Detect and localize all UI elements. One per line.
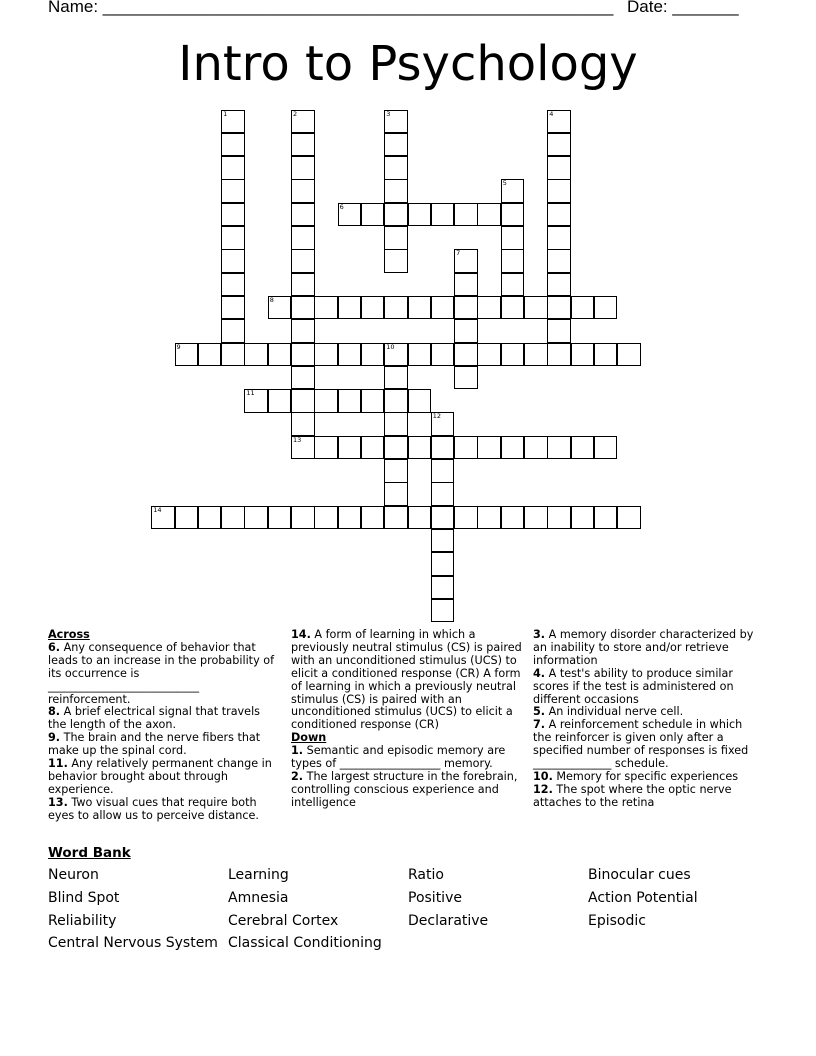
crossword-cell[interactable] <box>221 179 245 203</box>
clue-number-label: 5 <box>502 179 507 188</box>
crossword-cell[interactable] <box>454 436 478 460</box>
crossword-cell[interactable] <box>454 366 478 390</box>
clue-number-label: 14 <box>153 505 162 514</box>
clue-number: 2. <box>291 769 304 783</box>
crossword-cell[interactable] <box>291 412 315 436</box>
clue-number: 13. <box>48 795 68 809</box>
crossword-cell[interactable] <box>268 389 292 413</box>
crossword-cell[interactable] <box>384 110 408 134</box>
crossword-cell[interactable] <box>151 506 175 530</box>
clue-number-label: 4 <box>549 109 554 118</box>
clue-text: A test's ability to produce similar scores if the test is administered on different occasions <box>533 666 734 706</box>
word-bank-item: Ratio <box>408 867 444 883</box>
crossword-cell[interactable] <box>501 273 525 297</box>
down-heading: Down <box>291 731 327 745</box>
crossword-cell[interactable] <box>524 506 548 530</box>
crossword-cell[interactable] <box>571 436 595 460</box>
word-bank-item: Amnesia <box>228 890 289 906</box>
crossword-cell[interactable] <box>291 203 315 227</box>
crossword-cell[interactable] <box>454 506 478 530</box>
clue-number: 11. <box>48 757 68 771</box>
crossword-cell[interactable] <box>524 436 548 460</box>
crossword-cell[interactable] <box>361 436 385 460</box>
crossword-cell[interactable] <box>384 412 408 436</box>
clue-number: 4. <box>533 666 546 680</box>
crossword-cell[interactable] <box>291 156 315 180</box>
crossword-cell[interactable] <box>431 529 455 553</box>
clue-number: 5. <box>533 705 546 719</box>
crossword-cell[interactable] <box>547 179 571 203</box>
clue-text: Any consequence of behavior that leads to an increase in the probability of its occurrence is ___________________________ reinforcement. <box>48 640 275 706</box>
clues-column-2 <box>291 629 523 810</box>
crossword-cell[interactable] <box>361 389 385 413</box>
clue-across-13 <box>48 797 280 823</box>
crossword-cell[interactable] <box>268 343 292 367</box>
crossword-cell[interactable] <box>384 296 408 320</box>
crossword-cell[interactable] <box>221 226 245 250</box>
clue-number: 7. <box>533 718 546 732</box>
crossword-cell[interactable] <box>431 576 455 600</box>
crossword-cell[interactable] <box>547 506 571 530</box>
crossword-cell[interactable] <box>175 506 199 530</box>
clue-text: Two visual cues that require both eyes to allow us to perceive distance. <box>48 795 259 822</box>
crossword-cell[interactable] <box>501 296 525 320</box>
crossword-cell[interactable] <box>571 343 595 367</box>
crossword-cell[interactable] <box>501 249 525 273</box>
crossword-cell[interactable] <box>384 133 408 157</box>
crossword-cell[interactable] <box>221 249 245 273</box>
crossword-cell[interactable] <box>221 296 245 320</box>
crossword-cell[interactable] <box>454 343 478 367</box>
crossword-cell[interactable] <box>431 296 455 320</box>
crossword-cell[interactable] <box>477 296 501 320</box>
clue-across-6 <box>48 642 280 707</box>
crossword-cell[interactable] <box>547 226 571 250</box>
crossword-cell[interactable] <box>408 296 432 320</box>
crossword-cell[interactable] <box>314 343 338 367</box>
clue-number-label: 9 <box>176 342 181 351</box>
crossword-cell[interactable] <box>384 203 408 227</box>
clue-down-12 <box>533 784 759 810</box>
word-bank-item: Positive <box>408 890 462 906</box>
crossword-cell[interactable] <box>547 273 571 297</box>
crossword-cell[interactable] <box>291 366 315 390</box>
crossword-cell[interactable] <box>571 296 595 320</box>
clue-number: 9. <box>48 731 61 745</box>
crossword-cell[interactable] <box>594 506 618 530</box>
crossword-cell[interactable] <box>291 506 315 530</box>
crossword-cell[interactable] <box>338 436 362 460</box>
clues-column-3 <box>533 629 759 810</box>
clue-text: A brief electrical signal that travels the length of the axon. <box>48 705 261 732</box>
crossword-cell[interactable] <box>547 203 571 227</box>
clue-number-label: 11 <box>246 389 255 398</box>
crossword-cell[interactable] <box>547 296 571 320</box>
crossword-cell[interactable] <box>221 156 245 180</box>
clue-text: A reinforcement schedule in which the reinforcer is given only after a specified number of responses is fixed ______________ schedule. <box>533 718 749 771</box>
crossword-cell[interactable] <box>431 506 455 530</box>
clue-number-label: 8 <box>269 295 274 304</box>
crossword-cell[interactable] <box>431 552 455 576</box>
word-bank-item: Cerebral Cortex <box>228 913 339 929</box>
clue-text: A form of learning in which a previously neutral stimulus (CS) is paired with an unconditioned stimulus (UCS) to elicit a conditioned response (CR) A form of learning in which a previously neutral stimulus (CS) is paired with an unconditioned stimulus (UCS) to elicit a conditioned response (CR) <box>291 628 522 732</box>
crossword-cell[interactable] <box>454 273 478 297</box>
crossword-cell[interactable] <box>314 296 338 320</box>
crossword-cell[interactable] <box>431 412 455 436</box>
clue-number: 12. <box>533 782 553 796</box>
clue-number-label: 1 <box>223 109 228 118</box>
crossword-cell[interactable] <box>384 506 408 530</box>
crossword-cell[interactable] <box>384 482 408 506</box>
clue-down-1 <box>291 745 523 771</box>
clue-number-label: 3 <box>386 109 391 118</box>
crossword-cell[interactable] <box>198 343 222 367</box>
clue-number-label: 2 <box>293 109 298 118</box>
crossword-cell[interactable] <box>221 203 245 227</box>
crossword-cell[interactable] <box>268 296 292 320</box>
name-field: Name: ______________________________________________________ <box>48 0 614 16</box>
crossword-cell[interactable] <box>501 436 525 460</box>
crossword-cell[interactable] <box>594 343 618 367</box>
crossword-cell[interactable] <box>384 366 408 390</box>
crossword-cell[interactable] <box>291 179 315 203</box>
clue-text: An individual nerve cell. <box>548 705 684 719</box>
crossword-cell[interactable] <box>454 249 478 273</box>
crossword-cell[interactable] <box>501 179 525 203</box>
crossword-cell[interactable] <box>501 226 525 250</box>
crossword-cell[interactable] <box>547 110 571 134</box>
word-bank-item: Reliability <box>48 913 117 929</box>
crossword-cell[interactable] <box>221 273 245 297</box>
crossword-cell[interactable] <box>291 273 315 297</box>
clue-across-14 <box>291 629 523 732</box>
crossword-cell[interactable] <box>431 599 455 623</box>
clue-text: The brain and the nerve fibers that make up the spinal cord. <box>48 731 261 758</box>
crossword-cell[interactable] <box>221 319 245 343</box>
word-bank-item: Classical Conditioning <box>228 935 382 951</box>
crossword-cell[interactable] <box>361 203 385 227</box>
crossword-cell[interactable] <box>547 319 571 343</box>
crossword-cell[interactable] <box>408 436 432 460</box>
crossword-cell[interactable] <box>477 203 501 227</box>
crossword-cell[interactable] <box>384 343 408 367</box>
crossword-cell[interactable] <box>384 156 408 180</box>
crossword-cell[interactable] <box>547 156 571 180</box>
word-bank-item: Binocular cues <box>588 867 691 883</box>
crossword-cell[interactable] <box>477 343 501 367</box>
crossword-cell[interactable] <box>547 343 571 367</box>
crossword-cell[interactable] <box>291 319 315 343</box>
clue-number: 8. <box>48 705 61 719</box>
crossword-cell[interactable] <box>314 436 338 460</box>
clue-number: 1. <box>291 744 304 758</box>
clues-column-1 <box>48 629 280 823</box>
crossword-cell[interactable] <box>431 203 455 227</box>
crossword-cell[interactable] <box>338 203 362 227</box>
crossword-cell[interactable] <box>431 459 455 483</box>
crossword-cell[interactable] <box>617 343 641 367</box>
crossword-cell[interactable] <box>291 343 315 367</box>
crossword-cell[interactable] <box>408 506 432 530</box>
clue-text: A memory disorder characterized by an inability to store and/or retrieve information <box>533 628 754 667</box>
word-bank-item: Action Potential <box>588 890 698 906</box>
crossword-cell[interactable] <box>617 506 641 530</box>
crossword-cell[interactable] <box>244 389 268 413</box>
word-bank-item: Learning <box>228 867 289 883</box>
crossword-cell[interactable] <box>338 389 362 413</box>
crossword-cell[interactable] <box>547 436 571 460</box>
crossword-cell[interactable] <box>384 226 408 250</box>
crossword-cell[interactable] <box>501 203 525 227</box>
crossword-cell[interactable] <box>454 203 478 227</box>
clue-number: 6. <box>48 640 61 654</box>
crossword-cell[interactable] <box>291 436 315 460</box>
crossword-cell[interactable] <box>291 296 315 320</box>
crossword-cell[interactable] <box>198 506 222 530</box>
crossword-cell[interactable] <box>221 506 245 530</box>
crossword-cell[interactable] <box>291 249 315 273</box>
clue-number-label: 12 <box>432 412 442 421</box>
crossword-cell[interactable] <box>384 389 408 413</box>
crossword-cell[interactable] <box>431 482 455 506</box>
crossword-cell[interactable] <box>314 506 338 530</box>
word-bank-item: Blind Spot <box>48 890 120 906</box>
crossword-cell[interactable] <box>361 506 385 530</box>
crossword-cell[interactable] <box>268 506 292 530</box>
crossword-cell[interactable] <box>314 389 338 413</box>
word-bank-item: Neuron <box>48 867 99 883</box>
clue-number-label: 10 <box>386 342 395 351</box>
crossword-cell[interactable] <box>431 343 455 367</box>
crossword-cell[interactable] <box>338 296 362 320</box>
clue-down-7 <box>533 719 759 771</box>
clue-text: Semantic and episodic memory are types of __________________ memory. <box>291 744 506 771</box>
crossword-cell[interactable] <box>571 506 595 530</box>
crossword-cell[interactable] <box>501 343 525 367</box>
crossword-cell[interactable] <box>431 436 455 460</box>
clue-number: 10. <box>533 769 553 783</box>
clue-down-3 <box>533 629 759 668</box>
clue-text: The spot where the optic nerve attaches to the retina <box>533 782 732 809</box>
crossword-cell[interactable] <box>291 226 315 250</box>
clue-number: 14. <box>291 628 311 641</box>
word-bank-heading: Word Bank <box>48 845 131 861</box>
crossword-cell[interactable] <box>384 459 408 483</box>
clue-text: Any relatively permanent change in behavior brought about through experience. <box>48 757 272 796</box>
crossword-cell[interactable] <box>221 110 245 134</box>
crossword-cell[interactable] <box>454 296 478 320</box>
crossword-cell[interactable] <box>477 506 501 530</box>
crossword-cell[interactable] <box>408 389 432 413</box>
crossword-cell[interactable] <box>408 203 432 227</box>
crossword-cell[interactable] <box>408 343 432 367</box>
crossword-cell[interactable] <box>384 249 408 273</box>
clue-down-4 <box>533 668 759 707</box>
crossword-cell[interactable] <box>338 343 362 367</box>
crossword-cell[interactable] <box>291 133 315 157</box>
crossword-cell[interactable] <box>501 506 525 530</box>
crossword-cell[interactable] <box>384 179 408 203</box>
clue-across-9 <box>48 732 280 758</box>
crossword-cell[interactable] <box>524 343 548 367</box>
crossword-cell[interactable] <box>291 389 315 413</box>
crossword-cell[interactable] <box>384 436 408 460</box>
date-field: Date: _______ <box>627 0 739 16</box>
clue-number-label: 6 <box>339 202 344 211</box>
crossword-cell[interactable] <box>221 343 245 367</box>
crossword-cell[interactable] <box>454 319 478 343</box>
crossword-cell[interactable] <box>594 296 618 320</box>
page-title: Intro to Psychology <box>178 36 638 92</box>
crossword-cell[interactable] <box>547 249 571 273</box>
crossword-cell[interactable] <box>361 296 385 320</box>
crossword-cell[interactable] <box>291 110 315 134</box>
crossword-cell[interactable] <box>338 506 362 530</box>
crossword-cell[interactable] <box>524 296 548 320</box>
word-bank-item: Episodic <box>588 913 646 929</box>
crossword-cell[interactable] <box>477 436 501 460</box>
crossword-cell[interactable] <box>244 506 268 530</box>
crossword-cell[interactable] <box>361 343 385 367</box>
clue-number-label: 13 <box>293 435 302 444</box>
clue-text: The largest structure in the forebrain, controlling conscious experience and intelligence <box>291 769 518 809</box>
crossword-cell[interactable] <box>594 436 618 460</box>
clue-text: Memory for specific experiences <box>556 769 739 783</box>
crossword-cell[interactable] <box>547 133 571 157</box>
clue-across-11 <box>48 758 280 797</box>
clue-down-2 <box>291 771 523 810</box>
clue-number-label: 7 <box>456 249 461 258</box>
crossword-cell[interactable] <box>221 133 245 157</box>
across-heading: Across <box>48 628 90 641</box>
crossword-cell[interactable] <box>244 343 268 367</box>
word-bank-item: Declarative <box>408 913 489 929</box>
clue-across-8 <box>48 706 280 732</box>
crossword-cell[interactable] <box>175 343 199 367</box>
word-bank-item: Central Nervous System <box>48 935 218 951</box>
clue-number: 3. <box>533 628 546 641</box>
